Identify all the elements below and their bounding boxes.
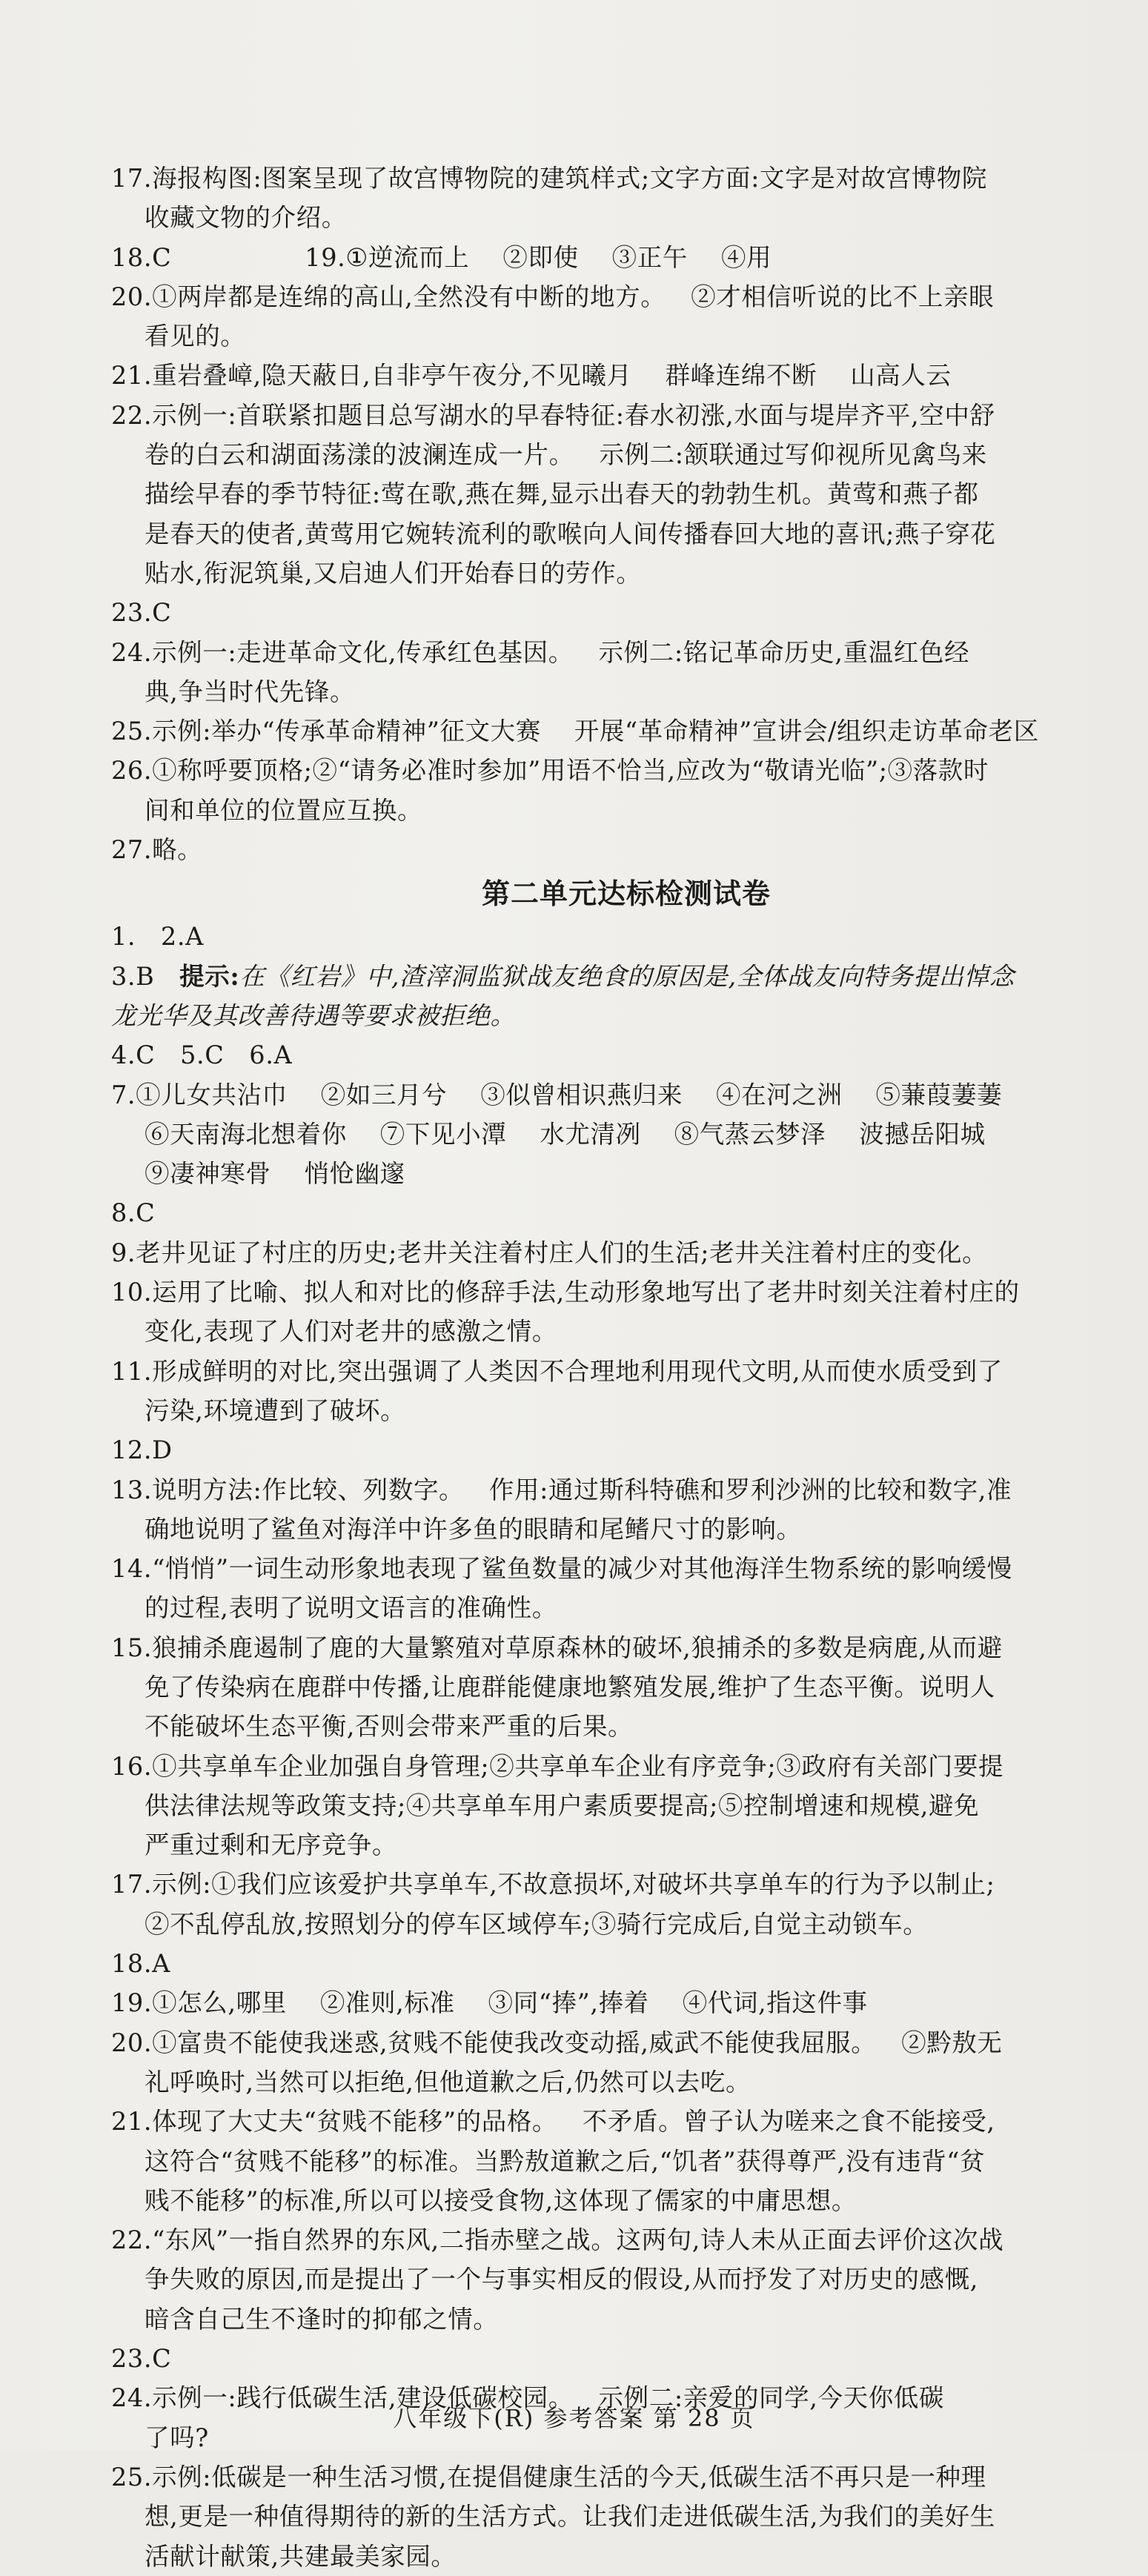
unit-two-answers <box>111 1035 1141 2576</box>
answer-entry <box>111 633 1141 712</box>
answer-line: 23.C <box>111 598 172 628</box>
answer-line: 不能破坏生态平衡,否则会带来严重的后果。 <box>145 1712 634 1742</box>
answer-entry <box>111 277 1141 356</box>
answer-line: 贱不能移”的标准,所以可以接受食物,这体现了儒家的中庸思想。 <box>145 2185 857 2215</box>
answer-line: 25.示例:低碳是一种生活习惯,在提倡健康生活的今天,低碳生活不再只是一种理 <box>111 2462 986 2492</box>
answer-entry <box>111 2457 1141 2576</box>
answer-line: 22.示例一:首联紧扣题目总写湖水的早春特征:春水初涨,水面与堤岸齐平,空中舒 <box>111 400 995 430</box>
section-title: 第二单元达标检测试卷 <box>481 877 771 911</box>
answer-3-prefix: 3.B <box>111 961 180 991</box>
answer-line: 10.运用了比喻、拟人和对比的修辞手法,生动形象地写出了老井时刻关注着村庄的 <box>111 1278 1020 1307</box>
answer-entry <box>111 1628 1141 1747</box>
answer-line: 这符合“贫贱不能移”的标准。当黔敖道歉之后,“饥者”获得尊严,没有违背“贫 <box>145 2146 986 2176</box>
answer-line: 19.①怎么,哪里 ②准则,标准 ③同“捧”,捧着 ④代词,指这件事 <box>111 1988 868 2018</box>
answer-line: 9.老井见证了村庄的历史;老井关注着村庄人们的生活;老井关注着村庄的变化。 <box>111 1238 988 1267</box>
answer-line: 13.说明方法:作比较、列数字。 作用:通过斯科特礁和罗利沙洲的比较和数字,准 <box>111 1475 1012 1504</box>
answer-entry <box>111 711 1141 751</box>
answer-line: 16.①共享单车企业加强自身管理;②共享单车企业有序竞争;③政府有关部门要提 <box>111 1751 1004 1781</box>
answer-entry <box>111 1865 1141 1944</box>
answer-line: 活献计献策,共建最美家园。 <box>145 2541 457 2571</box>
answer-line: 15.狼捕杀鹿遏制了鹿的大量繁殖对草原森林的破坏,狼捕杀的多数是病鹿,从而避 <box>111 1633 1003 1662</box>
answer-line: 4.C 5.C 6.A <box>111 1040 293 1070</box>
answer-entry-3 <box>111 957 1141 1036</box>
answer-line: 收藏文物的介绍。 <box>145 203 347 233</box>
answer-line: 是春天的使者,黄莺用它婉转流利的歌喉向人间传播春回大地的喜讯;燕子穿花 <box>145 519 996 548</box>
answer-line: ⑨凄神寒骨 悄怆幽邃 <box>145 1159 405 1189</box>
answer-line: 免了传染病在鹿群中传播,让鹿群能健康地繁殖发展,维护了生态平衡。说明人 <box>145 1672 995 1702</box>
answer-line: 间和单位的位置应互换。 <box>145 795 423 825</box>
answer-entry <box>111 1193 1141 1232</box>
answer-line: 23.C <box>111 2344 172 2374</box>
answer-line: 污染,环境遭到了破坏。 <box>145 1395 406 1425</box>
answer-entry <box>111 1983 1141 2022</box>
answer-line: 卷的白云和湖面荡漾的波澜连成一片。 示例二:颔联通过写仰视所见禽鸟来 <box>145 440 987 470</box>
answer-line: 24.示例一:践行低碳生活,建设低碳校园。 示例二:亲爱的同学,今天你低碳 <box>111 2383 944 2413</box>
answer-line: 21.重岩叠嶂,隐天蔽日,自非亭午夜分,不见曦月 群峰连绵不断 山高人云 <box>111 361 952 391</box>
unit-one-answers <box>111 159 1141 869</box>
answer-line: 7.①儿女共沾巾 ②如三月兮 ③似曾相识燕归来 ④在河之洲 ⑤蒹葭萋萋 <box>111 1080 1003 1109</box>
answer-line: 25.示例:举办“传承革命精神”征文大赛 开展“革命精神”宣讲会/组织走访革命老区 <box>111 717 1039 746</box>
answer-entry <box>111 917 1141 956</box>
hint-label: 提示: <box>179 961 240 991</box>
answer-entry <box>111 159 1141 238</box>
answer-entry <box>111 1272 1141 1352</box>
answer-line: 典,争当时代先锋。 <box>145 677 356 706</box>
answer-entry <box>111 1233 1141 1272</box>
answer-line: 17.示例:①我们应该爱护共享单车,不故意损坏,对破坏共享单车的行为予以制止; <box>111 1870 995 1899</box>
answer-entry <box>111 238 1141 277</box>
answer-line: 暗含自己生不逢时的抑郁之情。 <box>145 2304 499 2334</box>
answer-entry <box>111 2220 1141 2339</box>
answer-line: 22.“东风”一指自然界的东风,二指赤壁之战。这两句,诗人未从正面去评价这次战 <box>111 2225 1004 2255</box>
answer-line: 想,更是一种值得期待的新的生活方式。让我们走进低碳生活,为我们的美好生 <box>145 2502 995 2532</box>
answer-line: 11.形成鲜明的对比,突出强调了人类因不合理地利用现代文明,从而使水质受到了 <box>111 1356 1003 1386</box>
answer-line: 24.示例一:走进革命文化,传承红色基因。 示例二:铭记革命历史,重温红色经 <box>111 637 970 667</box>
answer-entry <box>111 1430 1141 1470</box>
answer-entry <box>111 1747 1141 1865</box>
answer-entry <box>111 1035 1141 1075</box>
answer-line: 供法律法规等政策支持;④共享单车用户素质要提高;⑤控制增速和规模,避免 <box>145 1790 980 1820</box>
answer-line: 20.①富贵不能使我迷惑,贫贱不能使我改变动摇,威武不能使我屈服。 ②黔敖无 <box>111 2028 1003 2057</box>
answer-line: 礼呼唤时,当然可以拒绝,但他道歉之后,仍然可以去吃。 <box>145 2067 751 2097</box>
answer-content <box>111 159 1141 2576</box>
answer-entry <box>111 396 1141 593</box>
answer-line: 变化,表现了人们对老井的感激之情。 <box>145 1317 557 1347</box>
answer-line: 12.D <box>111 1435 173 1465</box>
answer-line: 了吗? <box>145 2423 209 2452</box>
answer-line: ②不乱停乱放,按照划分的停车区域停车;③骑行完成后,自觉主动锁车。 <box>145 1909 929 1939</box>
answer-line: 1. 2.A <box>111 922 204 952</box>
answer-line: 贴水,衔泥筑巢,又启迪人们开始春日的劳作。 <box>145 558 642 588</box>
answer-entry <box>111 1944 1141 1983</box>
answer-line: 27.略。 <box>111 835 203 865</box>
answer-line: 严重过剩和无序竞争。 <box>145 1830 397 1860</box>
answer-entry <box>111 2339 1141 2378</box>
answer-line: 18.A <box>111 1949 170 1979</box>
answer-entry <box>111 2023 1141 2102</box>
answer-line: 26.①称呼要顶格;②“请务必准时参加”用语不恰当,应改为“敬请光临”;③落款时 <box>111 756 989 786</box>
answer-entry <box>111 356 1141 395</box>
answer-line: 20.①两岸都是连绵的高山,全然没有中断的地方。 ②才相信听说的比不上亲眼 <box>111 282 995 311</box>
answer-entry <box>111 1549 1141 1628</box>
answer-line: 的过程,表明了说明文语言的准确性。 <box>145 1593 557 1623</box>
hint-text: 在《红岩》中,渣滓洞监狱战友绝食的原因是,全体战友向特务提出悼念 <box>239 961 1015 991</box>
answer-entry <box>111 1075 1141 1194</box>
answer-line: 确地说明了鲨鱼对海洋中许多鱼的眼睛和尾鳍尺寸的影响。 <box>145 1514 802 1544</box>
answer-entry <box>111 830 1141 869</box>
answer-line: 17.海报构图:图案呈现了故宫博物院的建筑样式;文字方面:文字是对故宫博物院 <box>111 164 987 193</box>
hint-text-continued: 龙光华及其改善待遇等要求被拒绝。 <box>111 1000 516 1030</box>
answer-line: 争失败的原因,而是提出了一个与事实相反的假设,从而抒发了对历史的感慨, <box>145 2265 978 2294</box>
answer-entry <box>111 593 1141 632</box>
answer-line: 看见的。 <box>145 322 246 351</box>
answer-entry <box>111 1352 1141 1431</box>
answer-line: 14.“悄悄”一词生动形象地表现了鲨鱼数量的减少对其他海洋生物系统的影响缓慢 <box>111 1554 1012 1584</box>
answer-line: 描绘早春的季节特征:莺在歌,燕在舞,显示出春天的勃勃生机。黄莺和燕子都 <box>145 479 979 509</box>
answer-line: 21.体现了大丈夫“贫贱不能移”的品格。 不矛盾。曾子认为嗟来之食不能接受, <box>111 2107 995 2137</box>
answer-line: ⑥天南海北想着你 ⑦下见小潭 水尤清冽 ⑧气蒸云梦泽 波撼岳阳城 <box>145 1119 986 1149</box>
page-footer: 八年级下(R) 参考答案 第 28 页 <box>393 2404 755 2432</box>
unit-two-answers-head <box>111 917 1141 956</box>
answer-entry <box>111 751 1141 830</box>
answer-entry <box>111 1470 1141 1550</box>
answer-line: 8.C <box>111 1198 156 1228</box>
answer-line: 18.C 19.①逆流而上 ②即使 ③正午 ④用 <box>111 242 772 272</box>
answer-entry <box>111 2102 1141 2220</box>
